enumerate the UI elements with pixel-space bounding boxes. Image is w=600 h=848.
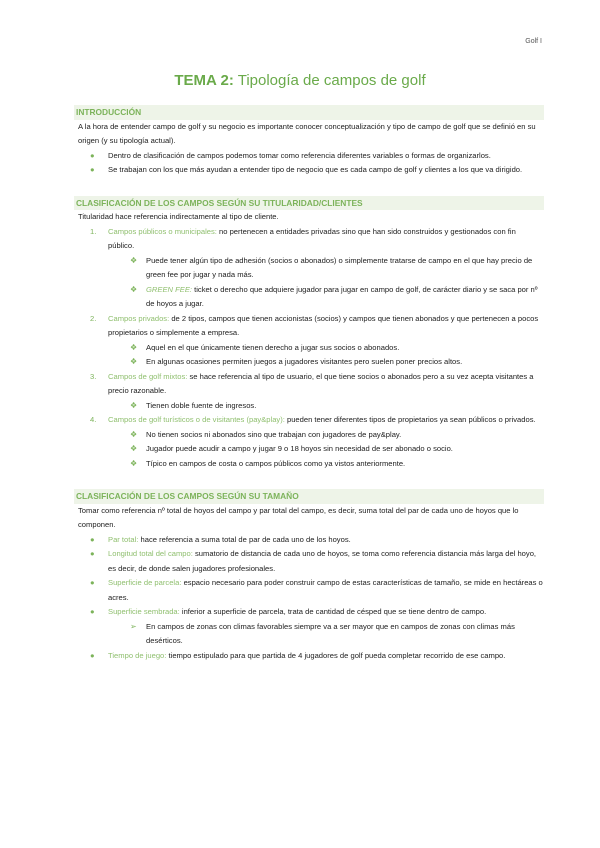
sub-list-item — [74, 428, 544, 443]
list-item-text: Puede tener algún tipo de adhesión (socios o abonados) o simplemente tratarse de campo en el que hay precio de green fee por jugar y nada más. — [146, 255, 533, 279]
list-item — [74, 225, 544, 254]
list-number: 3. — [90, 371, 97, 381]
list-term: Par total: — [108, 534, 139, 544]
list-term: Tiempo de juego: — [108, 650, 167, 660]
bullet-icon: ● — [90, 578, 95, 587]
diamond-bullet-icon: ❖ — [130, 400, 138, 410]
diamond-bullet-icon: ❖ — [130, 342, 138, 352]
list-item — [74, 413, 544, 428]
list-term: Superficie de parcela: — [108, 578, 182, 587]
document-body — [74, 105, 544, 663]
page-title — [0, 72, 600, 89]
titularidad-paragraph: Titularidad hace referencia indirectamente al tipo de cliente. — [78, 212, 279, 221]
sub-list-item — [74, 620, 544, 649]
list-item-text: En campos de zonas con climas favorables siempre va a ser mayor que en campos de zonas con climas más desérticos. — [146, 621, 515, 645]
list-item-text: Se trabajan con los que más ayudan a entender tipo de negocio que es cada campo de golf y clientes a los que va dirigido. — [108, 165, 523, 174]
diamond-bullet-icon: ❖ — [130, 284, 138, 294]
list-item-text: Tienen doble fuente de ingresos. — [146, 400, 257, 410]
list-item — [74, 533, 544, 548]
bullet-icon: ● — [90, 165, 95, 174]
section-heading-intro: INTRODUCCIÓN — [74, 105, 544, 120]
list-number: 1. — [90, 226, 97, 236]
bullet-icon: ● — [90, 607, 95, 616]
list-term: GREEN FEE: — [146, 284, 192, 294]
tamano-paragraph: Tomar como referencia nº total de hoyos del campo y par total del campo, es decir, suma total del par de cada uno de hoyos que lo componen. — [78, 505, 519, 529]
diamond-bullet-icon: ❖ — [130, 458, 138, 468]
list-item-text: sumatorio de distancia de cada uno de hoyos, se toma como referencia distancia más larga del hoyo, es decir, de donde salen jugadores profesionales. — [108, 549, 537, 573]
list-number: 2. — [90, 313, 97, 323]
sub-list-item — [74, 283, 544, 312]
list-item — [74, 149, 544, 164]
list-item — [74, 605, 544, 620]
bullet-icon: ● — [90, 534, 95, 544]
list-item-text: Típico en campos de costa o campos públicos como ya vistos anteriormente. — [146, 458, 406, 468]
sub-list-item — [74, 399, 544, 414]
diamond-bullet-icon: ❖ — [130, 357, 138, 366]
list-item-text: hace referencia a suma total de par de cada uno de los hoyos. — [138, 534, 351, 544]
list-term: Campos de golf turísticos o de visitantes (pay&play): — [108, 415, 285, 424]
intro-paragraph: A la hora de entender campo de golf y su negocio es importante conocer conceptualización y tipo de campo de golf que se definió en su origen (y su tipología actual). — [78, 121, 536, 145]
sub-list-item — [74, 341, 544, 356]
list-item-text: Aquel en el que únicamente tienen derecho a jugar sus socios o abonados. — [146, 342, 400, 352]
bullet-icon: ● — [90, 150, 95, 160]
list-item-text: se hace referencia al tipo de usuario, el que tiene socios o abonados pero a su vez acepta visitantes a precio razonable. — [108, 371, 534, 395]
list-item — [74, 370, 544, 399]
list-item — [74, 547, 544, 576]
list-item-text: Dentro de clasificación de campos podemos tomar como referencia diferentes variables o formas de organizarlos. — [108, 150, 491, 160]
list-item-text: no pertenecen a entidades privadas sino que han sido construidos y gestionados con fin público. — [108, 226, 516, 250]
diamond-bullet-icon: ❖ — [130, 444, 138, 453]
running-header: Golf I — [525, 38, 542, 45]
list-item-text: espacio necesario para poder construir campo de estas características de tamaño, se mide en hectáreas o acres. — [108, 578, 543, 602]
list-item-text: Jugador puede acudir a campo y jugar 9 o 18 hoyos sin necesidad de ser abonado o socio. — [146, 444, 453, 453]
list-term: Campos de golf mixtos: — [108, 371, 188, 381]
intro-bullet-list — [74, 149, 544, 178]
bullet-icon: ● — [90, 650, 95, 660]
list-term: Campos públicos o municipales: — [108, 226, 217, 236]
section-heading-tamano: CLASIFICACIÓN DE LOS CAMPOS SEGÚN SU TAMAÑO — [74, 489, 544, 504]
titularidad-numbered-list — [74, 225, 544, 472]
sub-list-item — [74, 457, 544, 472]
list-number: 4. — [90, 415, 97, 424]
diamond-bullet-icon: ❖ — [130, 429, 138, 439]
list-item — [74, 649, 544, 664]
list-item — [74, 576, 544, 605]
list-item-text: inferior a superficie de parcela, trata de cantidad de césped que se tiene dentro de campo. — [179, 607, 487, 616]
tamano-bullet-list — [74, 533, 544, 664]
sub-list-item — [74, 442, 544, 457]
list-item-text: de 2 tipos, campos que tienen accionistas (socios) y campos que tienen abonados y que pertenecen a pocos propietarios o simplemente a empresa. — [108, 313, 539, 337]
section-heading-titularidad: CLASIFICACIÓN DE LOS CAMPOS SEGÚN SU TITULARIDAD/CLIENTES — [74, 196, 544, 211]
list-item — [74, 312, 544, 341]
list-term: Campos privados: — [108, 313, 170, 323]
list-term: Superficie sembrada: — [108, 607, 180, 616]
sub-list-item — [74, 355, 544, 370]
title-number: TEMA 2: — [174, 72, 234, 89]
sub-list-item — [74, 254, 544, 283]
list-item — [74, 163, 544, 178]
arrow-bullet-icon: ➢ — [130, 621, 137, 631]
list-term: Longitud total del campo: — [108, 549, 193, 558]
list-item-text: No tienen socios ni abonados sino que trabajan con jugadores de pay&play. — [146, 429, 402, 439]
bullet-icon: ● — [90, 549, 95, 558]
diamond-bullet-icon: ❖ — [130, 255, 138, 265]
title-text: Tipología de campos de golf — [233, 72, 426, 89]
list-item-text: ticket o derecho que adquiere jugador para jugar en campo de golf, de carácter diario y se saca por nº de hoyos a jugar. — [146, 284, 538, 308]
list-item-text: pueden tener diferentes tipos de propietarios ya sean públicos o privados. — [284, 415, 536, 424]
list-item-text: En algunas ocasiones permiten juegos a jugadores visitantes pero suelen poner precios altos. — [146, 357, 463, 366]
list-item-text: tiempo estipulado para que partida de 4 jugadores de golf pueda completar recorrido de ese campo. — [166, 650, 506, 660]
